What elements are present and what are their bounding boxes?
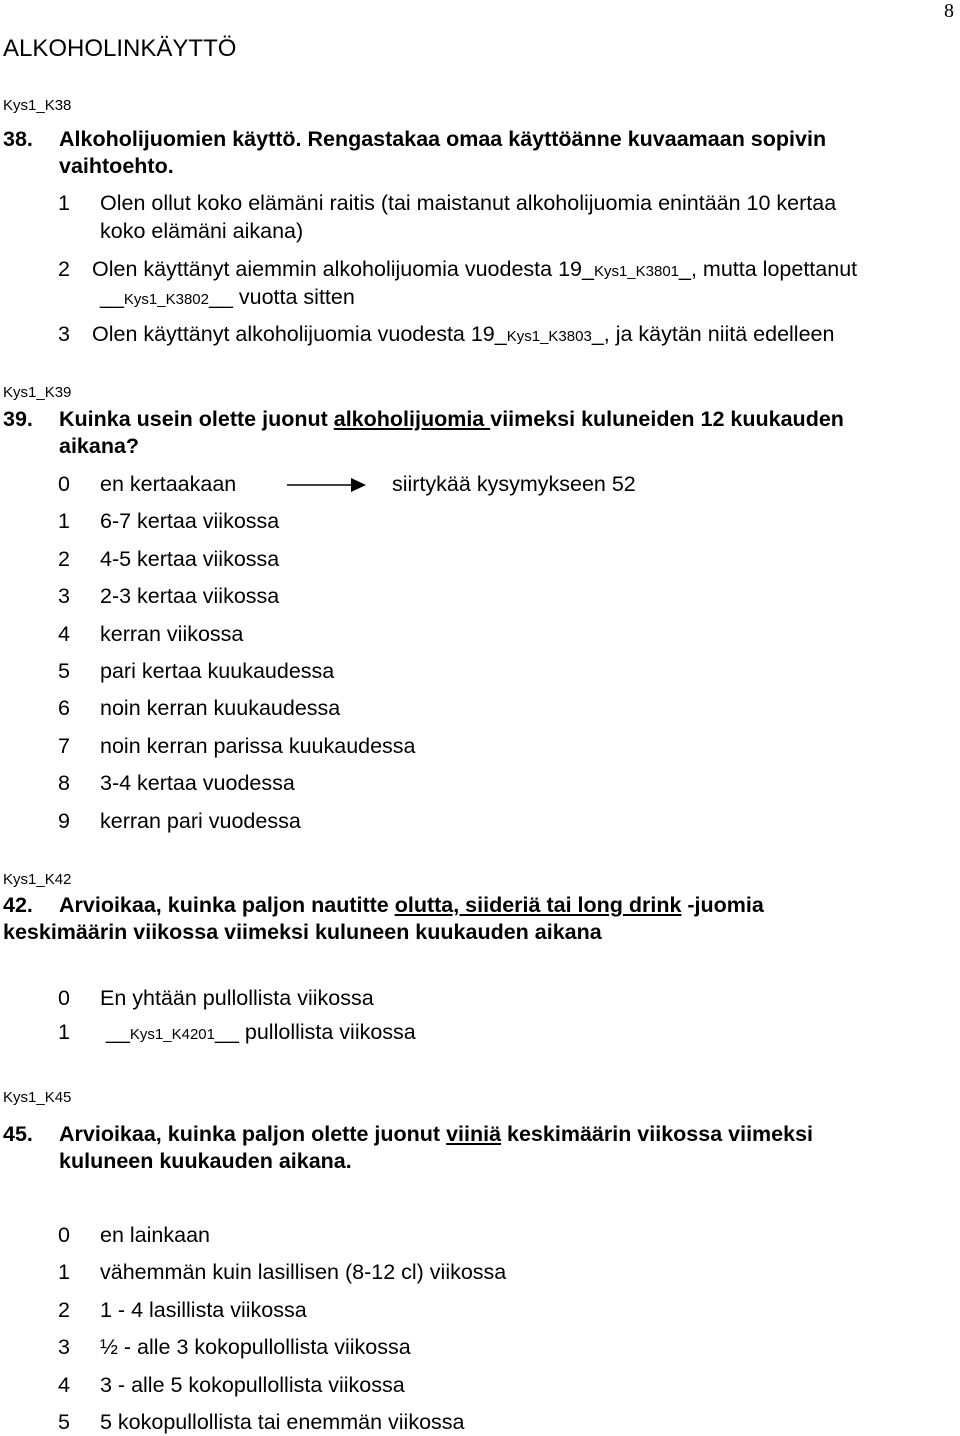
option-39-6[interactable] <box>58 696 340 721</box>
option-45-1[interactable] <box>58 1260 506 1285</box>
question-text: Kuinka usein olette juonut <box>59 407 334 431</box>
option-label: 1 - 4 lasillista viikossa <box>100 1297 307 1322</box>
option-label: en lainkaan <box>100 1223 210 1247</box>
option-number: 9 <box>58 808 70 833</box>
option-39-0[interactable] <box>58 472 236 497</box>
question-39 <box>3 406 957 460</box>
option-39-8[interactable] <box>58 771 295 796</box>
option-number: 3 <box>58 584 70 609</box>
option-number: 8 <box>58 771 70 796</box>
option-45-2[interactable] <box>58 1298 307 1323</box>
option-38-3[interactable] <box>58 322 834 347</box>
option-number: 3 <box>58 1335 70 1360</box>
option-number: 0 <box>58 1223 70 1247</box>
option-number: 6 <box>58 696 70 721</box>
question-code-38: Kys1_K38 <box>3 97 72 114</box>
option-label: ½ - alle 3 kokopullollista viikossa <box>100 1335 411 1360</box>
question-text: Arvioikaa, kuinka paljon nautitte <box>59 893 395 917</box>
option-label: kerran pari vuodessa <box>100 808 301 833</box>
input-field-code[interactable]: Kys1_K3802 <box>123 291 209 308</box>
option-42-0[interactable] <box>58 986 374 1011</box>
option-label: __ pullollista viikossa <box>215 1020 416 1044</box>
option-label: Olen käyttänyt aiemmin alkoholijuomia vuodesta 19_ <box>92 257 594 281</box>
option-number: 0 <box>58 986 70 1010</box>
option-number: 1 <box>58 1020 70 1044</box>
option-number: 5 <box>58 1410 70 1434</box>
question-number: 38. <box>3 127 33 151</box>
option-label: En yhtään pullollista viikossa <box>100 986 374 1010</box>
option-label: 3 - alle 5 kokopullollista viikossa <box>100 1372 405 1397</box>
option-39-4[interactable] <box>58 622 243 647</box>
input-field-code[interactable]: Kys1_K3801 <box>593 263 680 280</box>
option-45-5[interactable] <box>58 1410 464 1435</box>
question-42 <box>3 892 957 946</box>
option-number: 1 <box>58 509 70 534</box>
question-text: keskimäärin viikossa viimeksi <box>501 1122 814 1146</box>
question-text-cont: vaihtoehto. <box>59 154 174 178</box>
option-39-2[interactable] <box>58 547 279 572</box>
question-number: 45. <box>3 1122 33 1146</box>
section-title: ALKOHOLINKÄYTTÖ <box>3 35 237 62</box>
question-text: -juomia <box>681 893 764 917</box>
option-label: Olen ollut koko elämäni raitis (tai maistanut alkoholijuomia enintään 10 kertaa <box>100 191 837 215</box>
option-label: 5 kokopullollista tai enemmän viikossa <box>100 1410 465 1434</box>
question-text-underlined: olutta, siideriä tai long drink <box>394 893 682 917</box>
question-text-cont: kuluneen kuukauden aikana. <box>59 1149 352 1173</box>
option-39-3[interactable] <box>58 584 279 609</box>
option-45-0[interactable] <box>58 1223 210 1248</box>
question-text-cont: aikana? <box>59 434 140 458</box>
option-label: pari kertaa kuukaudessa <box>100 659 335 683</box>
option-label: noin kerran parissa kuukaudessa <box>100 733 416 758</box>
page-number: 8 <box>944 0 954 22</box>
question-text-underlined: alkoholijuomia <box>333 407 491 431</box>
option-number: 2 <box>58 257 70 281</box>
option-label: 4-5 kertaa viikossa <box>100 546 280 571</box>
arrow-right-icon <box>287 475 367 495</box>
question-code-39: Kys1_K39 <box>3 384 72 401</box>
option-number: 1 <box>58 1260 70 1285</box>
question-text-cont: keskimäärin viikossa viimeksi kuluneen kuukauden aikana <box>3 920 602 944</box>
option-label: kerran viikossa <box>100 621 244 646</box>
blank: __ <box>106 1020 130 1044</box>
option-label: en kertaakaan <box>100 472 237 496</box>
question-text-underlined: viiniä <box>446 1122 502 1146</box>
option-label-cont: koko elämäni aikana) <box>100 219 304 243</box>
option-label: 3-4 kertaa vuodessa <box>100 771 295 796</box>
option-label: 2-3 kertaa viikossa <box>100 584 280 609</box>
option-label: __ vuotta sitten <box>209 285 355 309</box>
question-45 <box>3 1121 957 1175</box>
option-45-3[interactable] <box>58 1335 411 1360</box>
option-number: 1 <box>58 191 70 215</box>
input-field-code[interactable]: Kys1_K3803 <box>506 328 592 345</box>
option-number: 2 <box>58 546 70 571</box>
option-number: 3 <box>58 322 70 346</box>
option-number: 2 <box>58 1297 70 1322</box>
option-label: noin kerran kuukaudessa <box>100 696 341 721</box>
option-number: 4 <box>58 1372 70 1397</box>
skip-note: siirtykää kysymykseen 52 <box>392 472 636 496</box>
question-code-45: Kys1_K45 <box>3 1089 72 1106</box>
option-38-2[interactable] <box>58 257 857 282</box>
option-42-1[interactable] <box>58 1020 416 1045</box>
question-number: 42. <box>3 893 33 917</box>
option-45-4[interactable] <box>58 1373 405 1398</box>
option-number: 5 <box>58 659 70 683</box>
option-number: 4 <box>58 621 70 646</box>
question-code-42: Kys1_K42 <box>3 871 72 888</box>
question-text: Alkoholijuomien käyttö. Rengastakaa omaa käyttöänne kuvaamaan sopivin <box>59 127 827 151</box>
option-39-5[interactable] <box>58 659 334 684</box>
option-label: 6-7 kertaa viikossa <box>100 509 280 534</box>
option-39-7[interactable] <box>58 734 416 759</box>
question-text: viimeksi kuluneiden 12 kuukauden <box>490 407 844 431</box>
option-number: 7 <box>58 733 70 758</box>
option-39-9[interactable] <box>58 809 301 834</box>
blank: __ <box>100 285 124 309</box>
option-label: vähemmän kuin lasillisen (8-12 cl) viikossa <box>100 1260 507 1285</box>
input-field-code[interactable]: Kys1_K4201 <box>129 1026 215 1043</box>
option-39-1[interactable] <box>58 509 279 534</box>
option-label: _, mutta lopettanut <box>679 257 858 281</box>
option-38-1[interactable] <box>58 189 958 245</box>
question-number: 39. <box>3 407 33 431</box>
option-38-2-line2 <box>100 285 355 310</box>
option-label: Olen käyttänyt alkoholijuomia vuodesta 19_ <box>92 322 507 346</box>
option-number: 0 <box>58 472 70 496</box>
question-38 <box>3 126 957 180</box>
question-text: Arvioikaa, kuinka paljon olette juonut <box>59 1122 447 1146</box>
option-label: _, ja käytän niitä edelleen <box>591 322 835 346</box>
